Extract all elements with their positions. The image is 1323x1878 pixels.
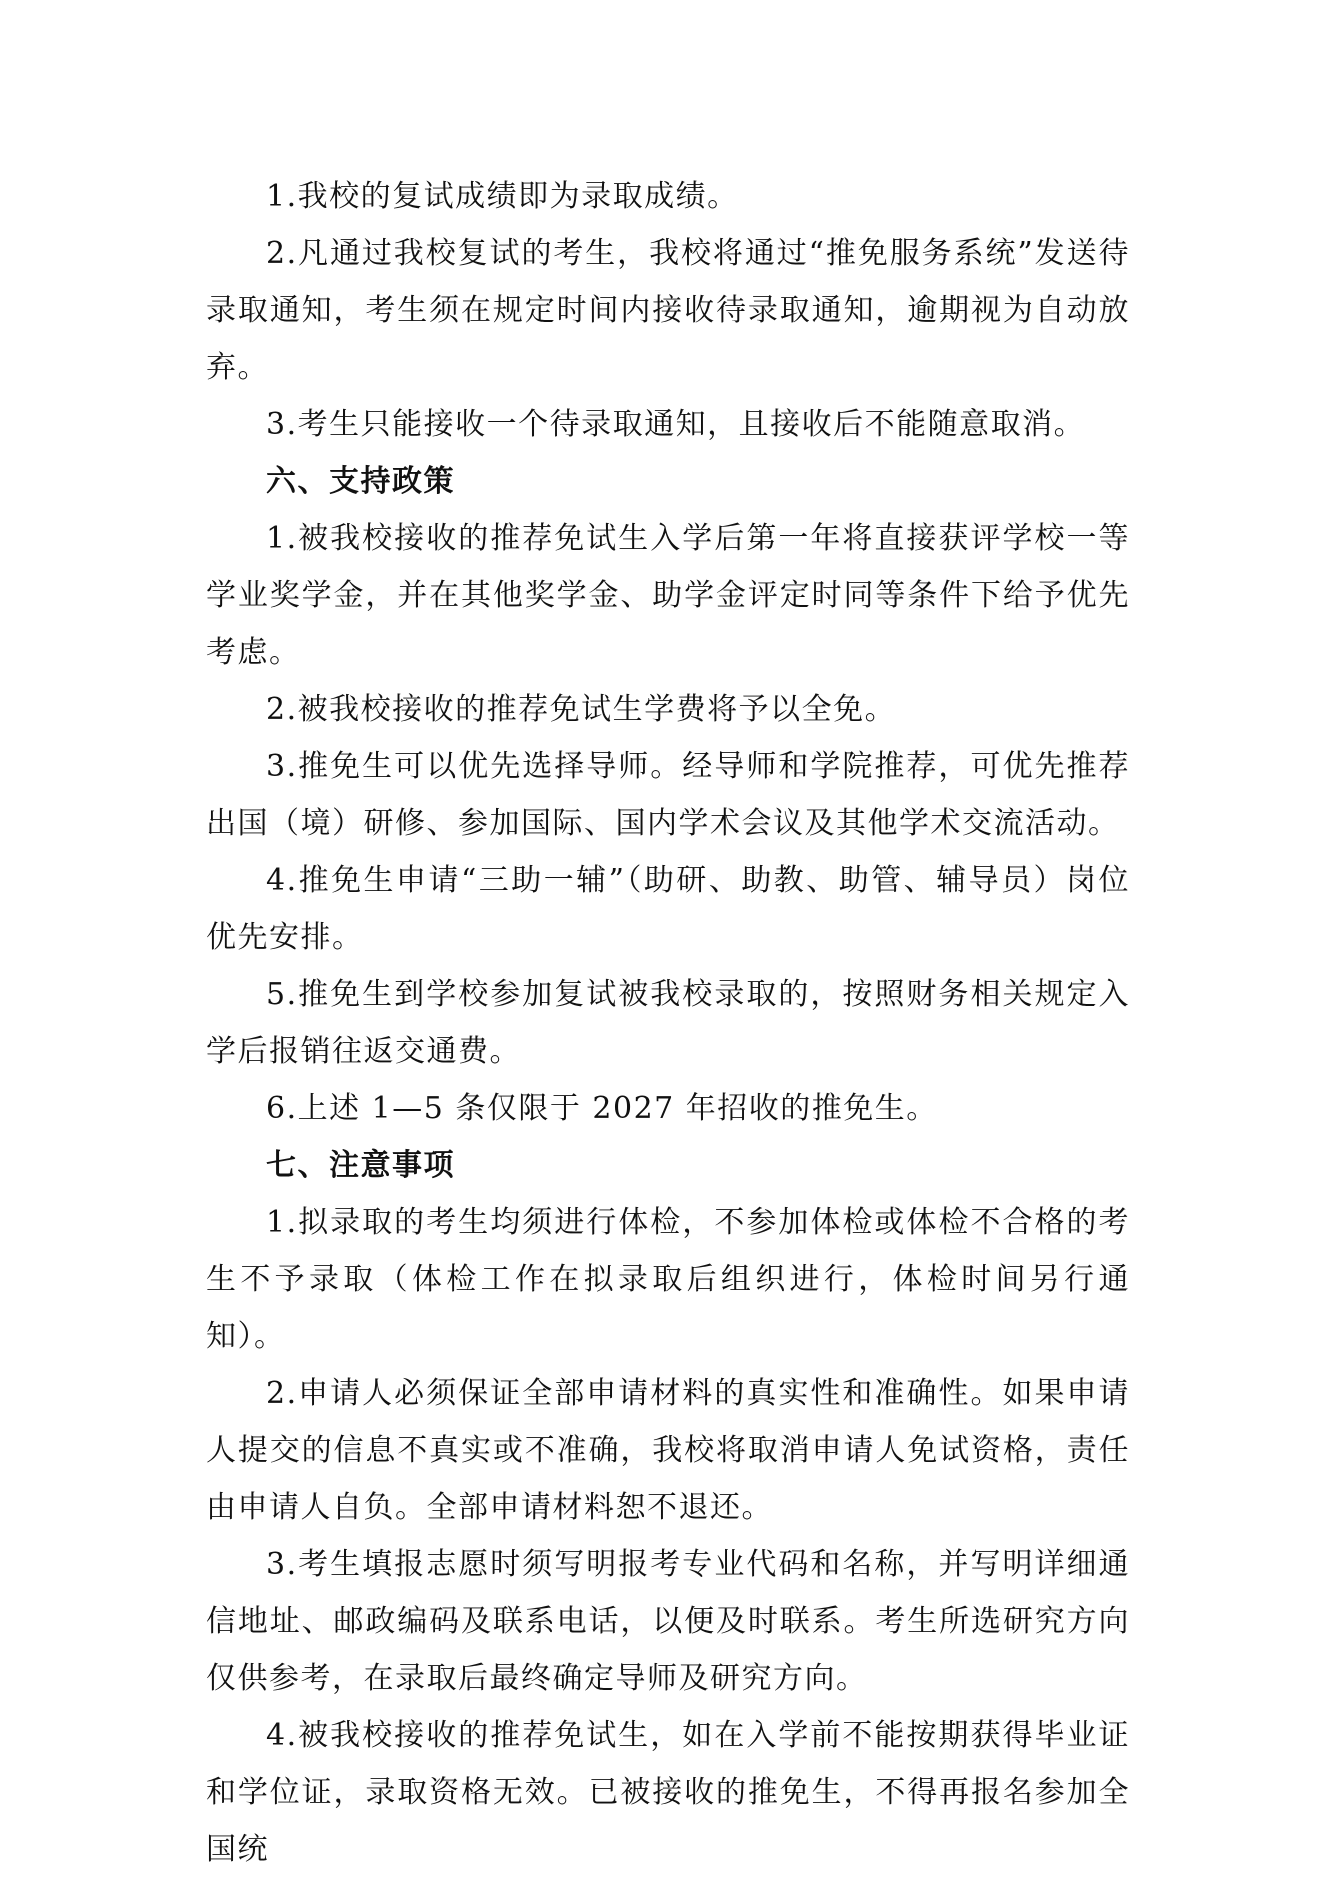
policy-item-3: 3.推免生可以优先选择导师。经导师和学院推荐，可优先推荐出国（境）研修、参加国际、国内学术会议及其他学术交流活动。 <box>206 749 1130 841</box>
admission-item-2: 2.凡通过我校复试的考生，我校将通过“推免服务系统”发送待录取通知，考生须在规定时间内接收待录取通知，逾期视为自动放弃。 <box>206 236 1130 385</box>
admission-item-3: 3.考生只能接收一个待录取通知，且接收后不能随意取消。 <box>266 407 1086 442</box>
notes-item-2: 2.申请人必须保证全部申请材料的真实性和准确性。如果申请人提交的信息不真实或不准确，我校将取消申请人免试资格，责任由申请人自负。全部申请材料恕不退还。 <box>206 1376 1130 1525</box>
notes-item-4: 4.被我校接收的推荐免试生，如在入学前不能按期获得毕业证和学位证，录取资格无效。已被接收的推免生，不得再报名参加全国统 <box>206 1718 1130 1867</box>
section-heading-notes: 七、注意事项 <box>266 1148 455 1183</box>
notes-item-1: 1.拟录取的考生均须进行体检，不参加体检或体检不合格的考生不予录取（体检工作在拟录取后组织进行，体检时间另行通知）。 <box>206 1205 1130 1354</box>
section-heading-support-policy: 六、支持政策 <box>266 464 455 499</box>
policy-item-1: 1.被我校接收的推荐免试生入学后第一年将直接获评学校一等学业奖学金，并在其他奖学金、助学金评定时同等条件下给予优先考虑。 <box>206 521 1130 670</box>
notes-item-3: 3.考生填报志愿时须写明报考专业代码和名称，并写明详细通信地址、邮政编码及联系电话，以便及时联系。考生所选研究方向仅供参考，在录取后最终确定导师及研究方向。 <box>206 1547 1130 1696</box>
document-page <box>206 168 1130 1878</box>
admission-item-1: 1.我校的复试成绩即为录取成绩。 <box>266 179 739 214</box>
policy-item-5: 5.推免生到学校参加复试被我校录取的，按照财务相关规定入学后报销往返交通费。 <box>206 977 1130 1069</box>
policy-item-2: 2.被我校接收的推荐免试生学费将予以全免。 <box>266 692 897 727</box>
policy-item-6: 6.上述 1—5 条仅限于 2027 年招收的推免生。 <box>266 1091 938 1126</box>
policy-item-4: 4.推免生申请“三助一辅”（助研、助教、助管、辅导员）岗位优先安排。 <box>206 863 1130 955</box>
